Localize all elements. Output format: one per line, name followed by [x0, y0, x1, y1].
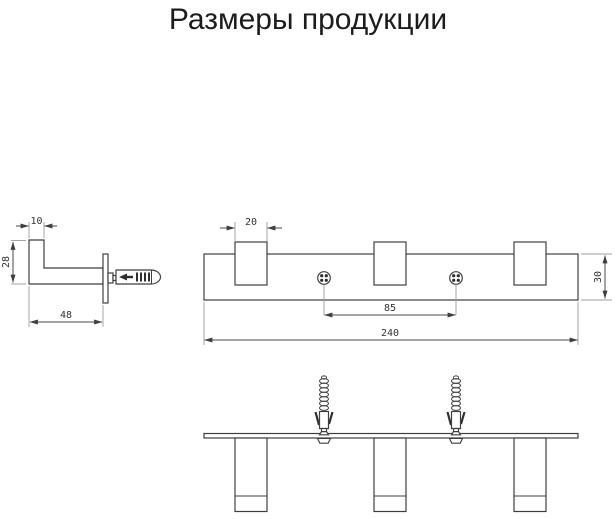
hook-tab-1	[235, 242, 267, 285]
dim-label-hook-depth: 48	[59, 310, 73, 321]
dim-label-hook-height: 28	[1, 255, 12, 269]
wall-plate-side	[103, 254, 108, 303]
hook-bottom-1	[235, 438, 267, 512]
dim-label-hole-spacing: 85	[383, 303, 397, 314]
screw-hole-left	[318, 272, 331, 285]
hook-bottom-3	[514, 438, 546, 512]
hook-tab-3	[514, 242, 546, 285]
hook-tab-2	[374, 242, 406, 285]
dim-label-bar-height: 30	[593, 270, 604, 284]
side-view	[1, 216, 161, 327]
dim-label-hook-top-width: 10	[30, 216, 43, 227]
bottom-view	[204, 376, 578, 512]
dim-label-total-length: 240	[380, 328, 400, 339]
screw-hole-right	[450, 272, 463, 285]
front-view	[204, 217, 612, 345]
hook-side-profile	[29, 240, 103, 284]
page-title: Размеры продукции	[168, 3, 448, 36]
rack-bar-bottom	[204, 434, 578, 439]
wall-anchor-side-icon	[108, 270, 161, 284]
hook-bottom-2	[374, 438, 406, 512]
dim-label-hook-width: 20	[244, 217, 258, 228]
